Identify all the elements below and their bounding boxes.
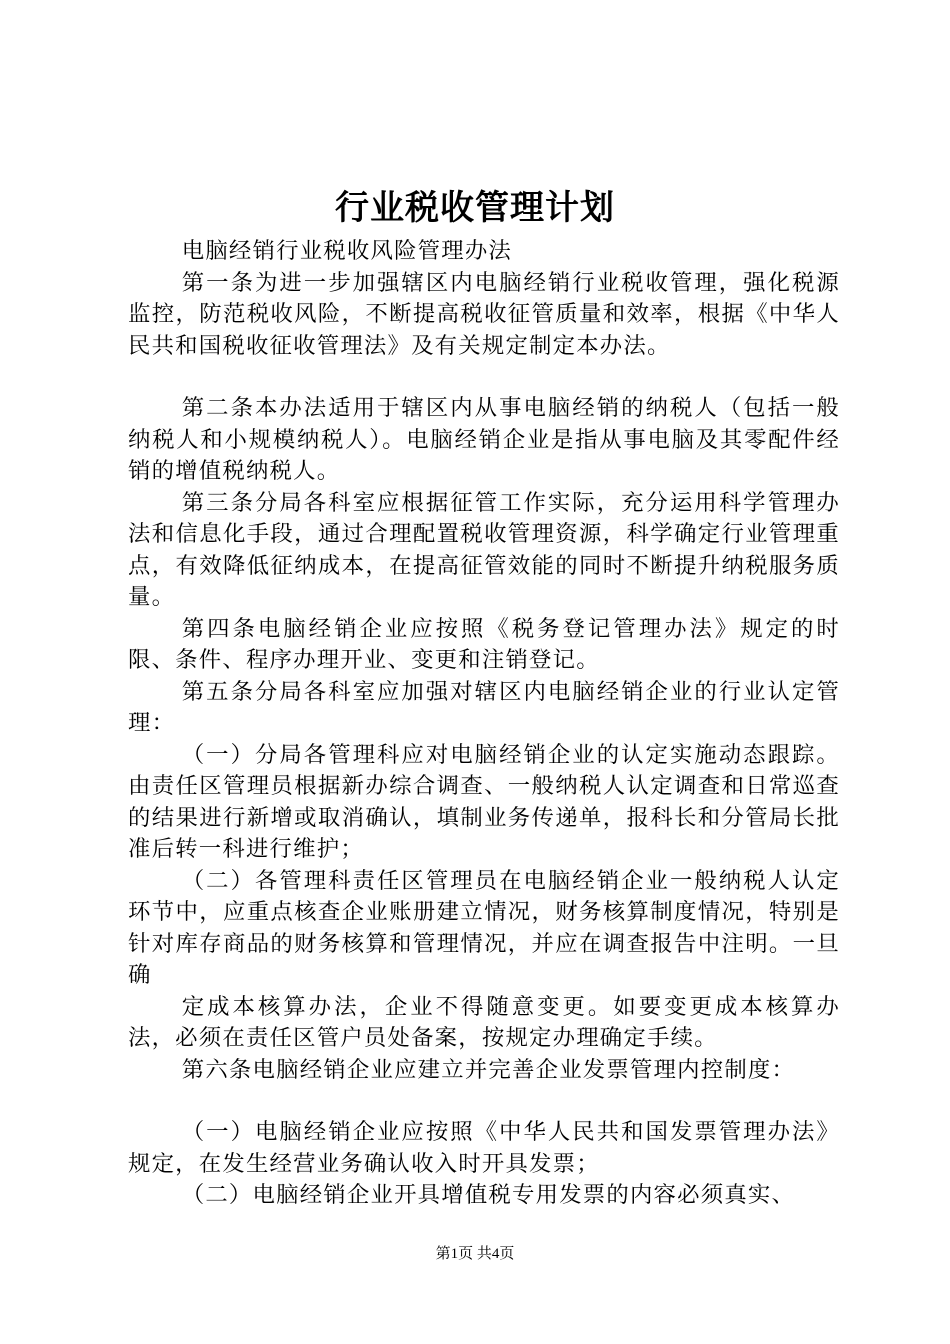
paragraph-subtitle: 电脑经销行业税收风险管理办法 [181, 238, 513, 264]
page-footer: 第1页 共4页 [435, 1246, 515, 1262]
paragraph-article-5-item-2: （二）各管理科责任区管理员在电脑经销企业一般纳税人认定环节中，应重点核查企业账册建立情况，财务核算制度情况，特别是针对库存商品的财务核算和管理情况，并应在调查报告中注明。一旦确 [128, 867, 840, 988]
paragraph-article-3: 第三条分局各科室应根据征管工作实际，充分运用科学管理办法和信息化手段，通过合理配置税收管理资源，科学确定行业管理重点，有效降低征纳成本，在提高征管效能的同时不断提升纳税服务质量。 [128, 489, 840, 610]
document-title: 行业税收管理计划 [335, 188, 615, 228]
document-body [128, 236, 840, 1212]
paragraph-article-4: 第四条电脑经销企业应按照《税务登记管理办法》规定的时限、条件、程序办理开业、变更和注销登记。 [128, 615, 840, 673]
paragraph-article-6-item-2: （二）电脑经销企业开具增值税专用发票的内容必须真实、 [181, 1182, 796, 1208]
paragraph-article-1: 第一条为进一步加强辖区内电脑经销行业税收管理，强化税源监控，防范税收风险，不断提高税收征管质量和效率，根据《中华人民共和国税收征收管理法》及有关规定制定本办法。 [128, 269, 840, 359]
paragraph-article-2: 第二条本办法适用于辖区内从事电脑经销的纳税人（包括一般纳税人和小规模纳税人）。电脑经销企业是指从事电脑及其零配件经销的增值税纳税人。 [128, 395, 840, 484]
paragraph-article-6: 第六条电脑经销企业应建立并完善企业发票管理内控制度： [181, 1056, 796, 1083]
paragraph-article-5-item-2-cont: 定成本核算办法，企业不得随意变更。如要变更成本核算办法，必须在责任区管户员处备案，按规定办理确定手续。 [128, 993, 840, 1051]
paragraph-article-5-item-1: （一）分局各管理科应对电脑经销企业的认定实施动态跟踪。由责任区管理员根据新办综合调查、一般纳税人认定调查和日常巡查的结果进行新增或取消确认，填制业务传递单，报科长和分管局长批准后转一科进行维护； [128, 741, 840, 862]
paragraph-article-6-item-1: （一）电脑经销企业应按照《中华人民共和国发票管理办法》规定，在发生经营业务确认收入时开具发票； [128, 1119, 840, 1177]
paragraph-article-5: 第五条分局各科室应加强对辖区内电脑经销企业的行业认定管理： [128, 678, 840, 736]
